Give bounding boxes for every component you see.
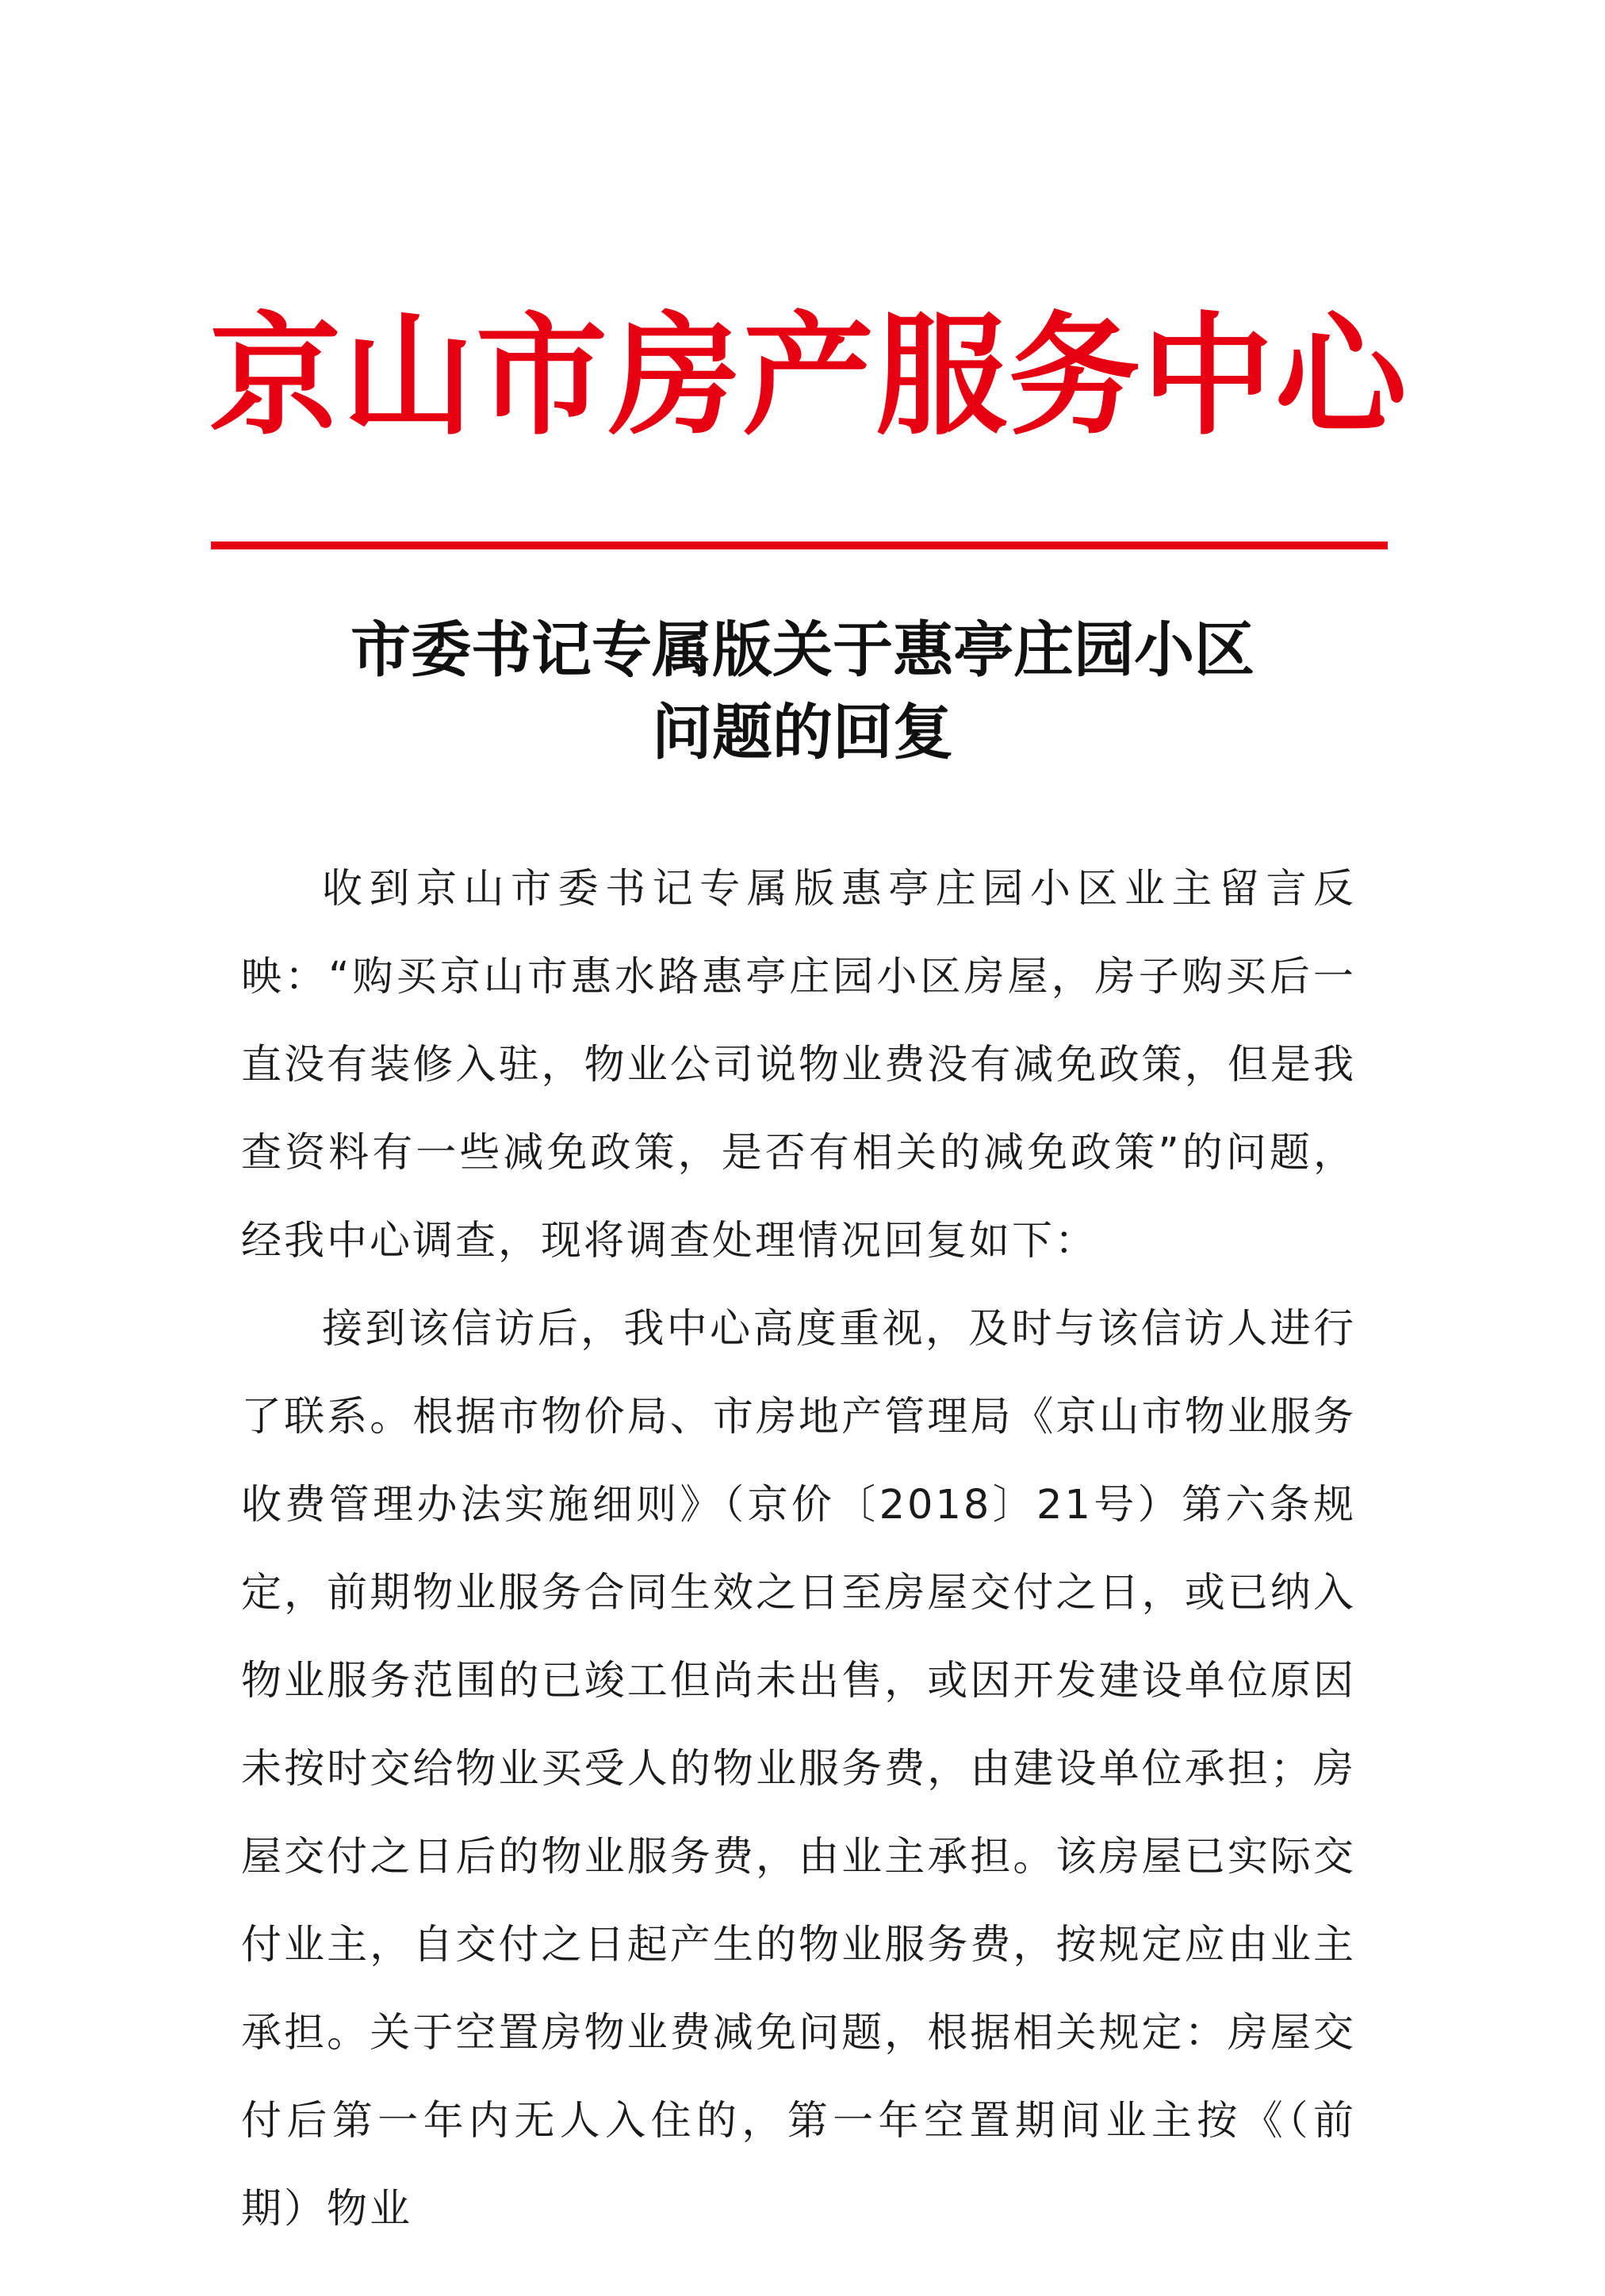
document-title <box>159 609 1446 774</box>
body-paragraph-2: 接到该信访后，我中心高度重视，及时与该信访人进行了联系。根据市物价局、市房地产管理局《京山市物业服务收费管理办法实施细则》（京价〔2018〕21号）第六条规定，前期物业服务合同生效之日至房屋交付之日，或已纳入物业服务范围的已竣工但尚未出售，或因开发建设单位原因未按时交给物业买受人的物业服务费，由建设单位承担；房屋交付之日后的物业服务费，由业主承担。该房屋已实际交付业主，自交付之日起产生的物业服务费，按规定应由业主承担。关于空置房物业费减免问题，根据相关规定：房屋交付后第一年内无人入住的，第一年空置期间业主按《（前期）物业 <box>241 1306 1356 2233</box>
document-title-line-1: 市委书记专属版关于惠亭庄园小区 <box>350 614 1255 685</box>
letterhead-red-rule <box>211 541 1388 549</box>
document-title-line-2: 问题的回复 <box>652 697 953 767</box>
body-paragraph-1: 收到京山市委书记专属版惠亭庄园小区业主留言反映：“购买京山市惠水路惠亭庄园小区房屋，房子购买后一直没有装修入驻，物业公司说物业费没有减免政策，但是我查资料有一些减免政策，是否有相关的减免政策”的问题，经我中心调查，现将调查处理情况回复如下： <box>241 866 1356 1265</box>
document-body <box>241 845 1356 2253</box>
letterhead-org-name: 京山市房产服务中心 <box>209 299 1408 453</box>
